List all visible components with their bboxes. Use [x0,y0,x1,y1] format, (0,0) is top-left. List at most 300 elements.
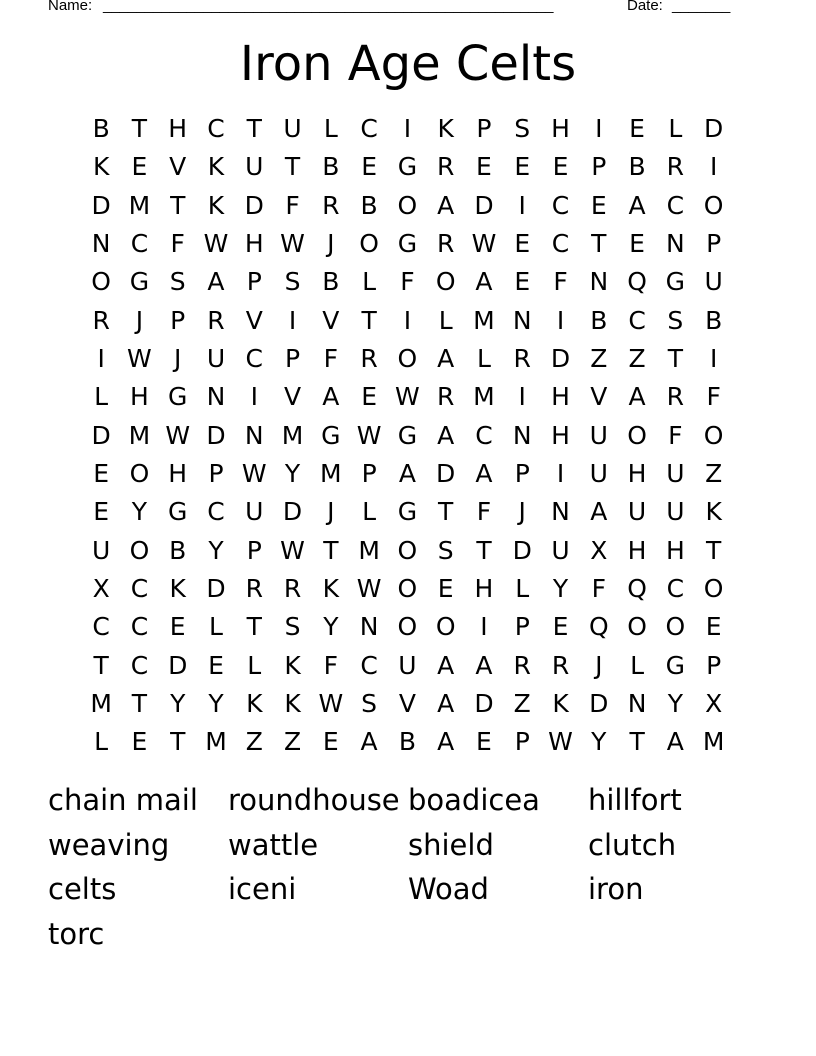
grid-letter[interactable]: C [666,190,685,220]
grid-letter[interactable]: E [361,382,377,412]
grid-letter[interactable]: T [476,535,492,565]
grid-letter[interactable]: D [704,114,724,144]
grid-letter[interactable]: E [590,190,607,220]
grid-letter[interactable]: G [665,267,686,297]
grid-letter[interactable]: M [473,382,495,412]
grid-letter[interactable]: U [704,267,723,297]
grid-letter[interactable]: O [397,535,418,565]
grid-letter[interactable]: A [666,727,684,757]
grid-letter[interactable]: O [397,612,418,642]
grid-letter[interactable]: I [403,114,412,144]
grid-letter[interactable]: S [169,267,186,297]
grid-letter[interactable]: A [628,190,646,220]
grid-letter[interactable]: Q [627,574,647,604]
grid-letter[interactable]: E [208,650,224,680]
grid-letter[interactable]: U [245,497,264,527]
grid-letter[interactable]: R [436,229,455,259]
grid-letter[interactable]: H [168,459,188,489]
grid-letter[interactable]: W [471,229,497,259]
grid-letter[interactable]: I [709,344,718,374]
grid-letter[interactable]: P [208,459,224,489]
name-blank-line[interactable]: ______________________________________________________ [103,0,554,14]
grid-letter[interactable]: J [518,497,526,527]
grid-letter[interactable]: E [629,114,645,144]
grid-letter[interactable]: D [436,459,456,489]
grid-letter[interactable]: H [627,459,647,489]
grid-letter[interactable]: D [91,420,111,450]
grid-letter[interactable]: T [131,114,148,144]
grid-letter[interactable]: O [129,459,150,489]
grid-letter[interactable]: U [551,535,570,565]
grid-letter[interactable]: F [668,420,683,450]
grid-letter[interactable]: O [435,612,456,642]
grid-letter[interactable]: P [361,459,377,489]
grid-letter[interactable]: P [285,344,301,374]
grid-letter[interactable]: S [284,612,301,642]
grid-letter[interactable]: N [627,689,647,719]
grid-letter[interactable]: T [667,344,683,374]
grid-letter[interactable]: M [473,305,495,335]
date-label: Date: [627,0,663,14]
grid-letter[interactable]: C [92,612,110,642]
grid-letter[interactable]: O [397,574,418,604]
grid-letter[interactable]: C [207,114,225,144]
grid-letter[interactable]: L [476,344,491,374]
grid-letter[interactable]: T [361,305,377,335]
grid-letter[interactable]: T [246,612,262,642]
grid-letter[interactable]: H [168,114,188,144]
grid-letter[interactable]: A [475,650,493,680]
grid-letter[interactable]: C [475,420,493,450]
grid-letter[interactable]: R [283,574,302,604]
grid-letter[interactable]: Z [590,344,608,374]
grid-letter[interactable]: C [130,574,149,604]
grid-letter[interactable]: R [513,344,531,374]
grid-letter[interactable]: K [92,152,110,182]
grid-letter[interactable]: V [169,152,187,182]
grid-letter[interactable]: A [437,190,455,220]
grid-letter[interactable]: V [322,305,340,335]
grid-letter[interactable]: O [359,229,379,259]
grid-letter[interactable]: L [362,267,377,297]
grid-letter[interactable]: Y [284,459,301,489]
grid-letter[interactable]: O [129,535,150,565]
grid-letter[interactable]: G [321,420,341,450]
grid-letter[interactable]: R [92,305,110,335]
grid-letter[interactable]: T [131,689,148,719]
grid-letter[interactable]: C [245,344,263,374]
grid-letter[interactable]: Y [170,689,186,719]
grid-letter[interactable]: E [514,229,531,259]
grid-letter[interactable]: C [130,650,149,680]
grid-letter[interactable]: W [318,689,344,719]
grid-letter[interactable]: D [282,497,303,527]
grid-letter[interactable]: H [130,382,149,412]
grid-letter[interactable]: O [703,574,724,604]
grid-letter[interactable]: Z [705,459,723,489]
grid-letter[interactable]: H [474,574,494,604]
grid-letter[interactable]: Y [208,535,224,565]
grid-letter[interactable]: I [556,305,565,335]
grid-letter[interactable]: K [207,152,225,182]
grid-letter[interactable]: M [128,420,151,450]
grid-letter[interactable]: T [170,727,186,757]
grid-letter[interactable]: T [323,535,339,565]
grid-letter[interactable]: U [206,344,226,374]
grid-letter[interactable]: A [437,650,455,680]
grid-letter[interactable]: I [518,382,526,412]
grid-letter[interactable]: M [205,727,227,757]
grid-letter[interactable]: P [706,650,722,680]
grid-letter[interactable]: S [514,114,531,144]
grid-letter[interactable]: E [93,497,110,527]
grid-letter[interactable]: D [550,344,571,374]
grid-letter[interactable]: O [665,612,686,642]
grid-letter[interactable]: Y [667,689,683,719]
grid-letter[interactable]: K [437,114,454,144]
grid-letter[interactable]: O [627,612,647,642]
grid-letter[interactable]: C [551,229,570,259]
grid-letter[interactable]: O [627,420,647,450]
grid-letter[interactable]: K [246,689,263,719]
word-search-grid [82,110,733,762]
grid-letter[interactable]: D [244,190,264,220]
grid-letter[interactable]: F [553,267,568,297]
grid-letter[interactable]: G [397,152,418,182]
grid-letter[interactable]: R [360,344,378,374]
grid-letter[interactable]: P [246,535,262,565]
grid-letter[interactable]: D [474,190,494,220]
grid-letter[interactable]: F [591,574,606,604]
grid-letter[interactable]: M [90,689,112,719]
grid-letter[interactable]: G [129,267,150,297]
grid-letter[interactable]: R [513,650,531,680]
grid-letter[interactable]: U [666,497,685,527]
grid-letter[interactable]: G [397,497,418,527]
grid-letter[interactable]: H [244,229,264,259]
grid-letter[interactable]: N [512,305,532,335]
grid-letter[interactable]: W [548,727,573,757]
grid-letter[interactable]: N [206,382,226,412]
grid-letter[interactable]: T [246,114,262,144]
grid-letter[interactable]: U [91,535,111,565]
grid-letter[interactable]: J [327,497,335,527]
grid-letter[interactable]: N [244,420,264,450]
grid-letter[interactable]: E [131,727,148,757]
grid-letter[interactable]: C [628,305,646,335]
word-bank [48,778,768,956]
grid-letter[interactable]: B [169,535,187,565]
grid-letter[interactable]: L [247,650,262,680]
grid-letter[interactable]: E [552,152,569,182]
grid-letter[interactable]: K [169,574,186,604]
grid-letter[interactable]: E [629,229,645,259]
grid-letter[interactable]: Z [628,344,646,374]
grid-letter[interactable]: V [398,689,416,719]
grid-letter[interactable]: L [209,612,223,642]
grid-row [82,455,733,493]
grid-letter[interactable]: B [92,114,110,144]
grid-letter[interactable]: B [322,267,340,297]
grid-letter[interactable]: I [403,305,412,335]
grid-letter[interactable]: H [665,535,685,565]
grid-letter[interactable]: A [437,727,455,757]
grid-letter[interactable]: L [323,114,338,144]
grid-letter[interactable]: F [170,229,185,259]
grid-letter[interactable]: B [398,727,416,757]
grid-letter[interactable]: T [93,650,109,680]
grid-letter[interactable]: L [515,574,530,604]
grid-letter[interactable]: O [435,267,456,297]
grid-row [82,723,733,761]
grid-letter[interactable]: P [514,459,530,489]
grid-letter[interactable]: I [250,382,258,412]
grid-letter[interactable]: U [589,459,608,489]
grid-letter[interactable]: W [356,420,382,450]
grid-letter[interactable]: I [709,152,718,182]
grid-letter[interactable]: W [127,344,152,374]
grid-letter[interactable]: C [130,229,149,259]
grid-letter[interactable]: A [322,382,340,412]
grid-letter[interactable]: E [322,727,339,757]
grid-letter[interactable]: Y [323,612,339,642]
grid-letter[interactable]: W [203,229,229,259]
grid-letter[interactable]: S [437,535,454,565]
grid-letter[interactable]: I [288,305,297,335]
grid-letter[interactable]: U [627,497,647,527]
grid-letter[interactable]: T [706,535,722,565]
grid-letter[interactable]: X [705,689,723,719]
grid-letter[interactable]: T [438,497,454,527]
grid-letter[interactable]: F [706,382,721,412]
grid-letter[interactable]: W [280,229,305,259]
grid-letter[interactable]: I [480,612,488,642]
grid-letter[interactable]: F [285,190,300,220]
grid-letter[interactable]: M [702,727,725,757]
grid-letter[interactable]: P [170,305,186,335]
grid-letter[interactable]: J [174,344,182,374]
grid-letter[interactable]: E [476,152,492,182]
grid-letter[interactable]: G [168,497,188,527]
grid-letter[interactable]: L [438,305,453,335]
grid-letter[interactable]: G [397,229,418,259]
grid-letter[interactable]: B [628,152,646,182]
grid-letter[interactable]: E [552,612,569,642]
grid-letter[interactable]: K [705,497,722,527]
grid-letter[interactable]: R [666,382,685,412]
grid-letter[interactable]: M [320,459,342,489]
grid-letter[interactable]: E [361,152,377,182]
grid-letter[interactable]: R [245,574,263,604]
word-bank-item: shield [408,827,494,862]
grid-letter[interactable]: U [245,152,264,182]
grid-letter[interactable]: U [666,459,685,489]
grid-letter[interactable]: I [518,190,526,220]
grid-letter[interactable]: A [437,420,455,450]
grid-letter[interactable]: K [322,574,340,604]
grid-letter[interactable]: U [589,420,608,450]
grid-letter[interactable]: U [398,650,417,680]
grid-letter[interactable]: D [206,574,226,604]
grid-letter[interactable]: J [595,650,603,680]
grid-letter[interactable]: N [551,497,570,527]
grid-letter[interactable]: B [590,305,608,335]
grid-letter[interactable]: H [551,420,570,450]
grid-letter[interactable]: P [476,114,492,144]
grid-letter[interactable]: D [474,689,494,719]
grid-letter[interactable]: E [514,267,531,297]
grid-letter[interactable]: F [323,344,339,374]
grid-letter[interactable]: C [666,574,685,604]
grid-letter[interactable]: Q [588,612,609,642]
grid-letter[interactable]: V [283,382,302,412]
grid-letter[interactable]: A [437,344,455,374]
grid-letter[interactable]: K [552,689,569,719]
grid-letter[interactable]: O [703,190,724,220]
grid-letter[interactable]: O [397,190,418,220]
grid-letter[interactable]: W [165,420,191,450]
grid-letter[interactable]: S [284,267,301,297]
grid-letter[interactable]: S [667,305,684,335]
grid-letter[interactable]: D [589,689,609,719]
grid-letter[interactable]: D [206,420,226,450]
grid-letter[interactable]: T [170,190,186,220]
grid-letter[interactable]: I [97,344,105,374]
grid-letter[interactable]: Y [552,574,569,604]
grid-letter[interactable]: A [360,727,378,757]
grid-row [82,302,733,340]
grid-letter[interactable]: A [590,497,608,527]
grid-letter[interactable]: Y [131,497,148,527]
grid-letter[interactable]: E [705,612,722,642]
grid-letter[interactable]: T [591,229,607,259]
grid-letter[interactable]: H [551,114,570,144]
grid-letter[interactable]: B [705,305,723,335]
grid-letter[interactable]: K [284,650,301,680]
grid-letter[interactable]: T [284,152,301,182]
grid-letter[interactable]: P [706,229,722,259]
grid-row [82,417,733,455]
grid-letter[interactable]: M [128,190,151,220]
grid-letter[interactable]: W [280,535,305,565]
grid-letter[interactable]: W [395,382,420,412]
grid-letter[interactable]: Z [245,727,263,757]
grid-letter[interactable]: O [703,420,724,450]
grid-letter[interactable]: J [135,305,144,335]
grid-letter[interactable]: G [168,382,188,412]
grid-letter[interactable]: H [551,382,570,412]
grid-letter[interactable]: X [92,574,110,604]
grid-letter[interactable]: R [436,152,455,182]
grid-letter[interactable]: B [360,190,378,220]
grid-letter[interactable]: Y [208,689,224,719]
grid-letter[interactable]: E [514,152,531,182]
grid-letter[interactable]: N [589,267,609,297]
grid-letter[interactable]: M [281,420,304,450]
grid-letter[interactable]: E [476,727,492,757]
grid-letter[interactable]: J [327,229,335,259]
grid-letter[interactable]: O [91,267,111,297]
grid-letter[interactable]: E [437,574,454,604]
grid-letter[interactable]: P [514,727,530,757]
grid-letter[interactable]: N [666,229,685,259]
grid-letter[interactable]: K [207,190,225,220]
grid-letter[interactable]: Z [513,689,531,719]
grid-letter[interactable]: E [169,612,186,642]
grid-letter[interactable]: F [400,267,415,297]
grid-letter[interactable]: R [322,190,340,220]
grid-letter[interactable]: A [398,459,416,489]
grid-letter[interactable]: A [437,689,455,719]
grid-letter[interactable]: C [360,114,378,144]
grid-letter[interactable]: W [356,574,382,604]
grid-letter[interactable]: F [323,650,339,680]
grid-letter[interactable]: F [476,497,492,527]
grid-letter[interactable]: P [514,612,530,642]
word-bank-item: iron [588,872,644,906]
grid-letter[interactable]: E [93,459,110,489]
grid-letter[interactable]: C [130,612,149,642]
grid-letter[interactable]: A [475,267,493,297]
grid-letter[interactable]: P [246,267,262,297]
grid-letter[interactable]: Y [591,727,607,757]
grid-letter[interactable]: H [627,535,647,565]
grid-letter[interactable]: I [556,459,565,489]
grid-letter[interactable]: R [551,650,570,680]
grid-letter[interactable]: R [666,152,685,182]
grid-letter[interactable]: P [591,152,607,182]
grid-letter[interactable]: C [360,650,378,680]
grid-letter[interactable]: L [94,382,109,412]
grid-letter[interactable]: E [131,152,148,182]
grid-letter[interactable]: D [512,535,532,565]
grid-letter[interactable]: Z [283,727,302,757]
grid-letter[interactable]: R [207,305,225,335]
grid-letter[interactable]: L [94,727,109,757]
grid-letter[interactable]: A [628,382,646,412]
grid-letter[interactable]: S [361,689,378,719]
grid-letter[interactable]: X [590,535,608,565]
grid-letter[interactable]: D [91,190,111,220]
grid-letter[interactable]: C [551,190,570,220]
grid-letter[interactable]: R [436,382,455,412]
grid-letter[interactable]: A [207,267,225,297]
grid-letter[interactable]: W [241,459,267,489]
grid-letter[interactable]: Q [627,267,647,297]
grid-letter[interactable]: G [397,420,418,450]
date-blank-line[interactable]: _______ [672,0,731,14]
grid-letter[interactable]: I [595,114,603,144]
grid-letter[interactable]: D [168,650,188,680]
grid-letter[interactable]: L [630,650,645,680]
grid-letter[interactable]: L [362,497,377,527]
grid-letter[interactable]: K [284,689,301,719]
grid-letter[interactable]: L [668,114,683,144]
grid-letter[interactable]: B [322,152,340,182]
grid-letter[interactable]: A [475,459,493,489]
grid-letter[interactable]: V [245,305,263,335]
grid-letter[interactable]: N [512,420,532,450]
grid-letter[interactable]: N [91,229,111,259]
grid-letter[interactable]: U [283,114,302,144]
grid-letter[interactable]: M [358,535,380,565]
grid-letter[interactable]: G [665,650,686,680]
grid-letter[interactable]: T [629,727,645,757]
grid-letter[interactable]: O [397,344,418,374]
grid-letter[interactable]: V [590,382,608,412]
grid-letter[interactable]: N [359,612,379,642]
grid-letter[interactable]: C [207,497,225,527]
